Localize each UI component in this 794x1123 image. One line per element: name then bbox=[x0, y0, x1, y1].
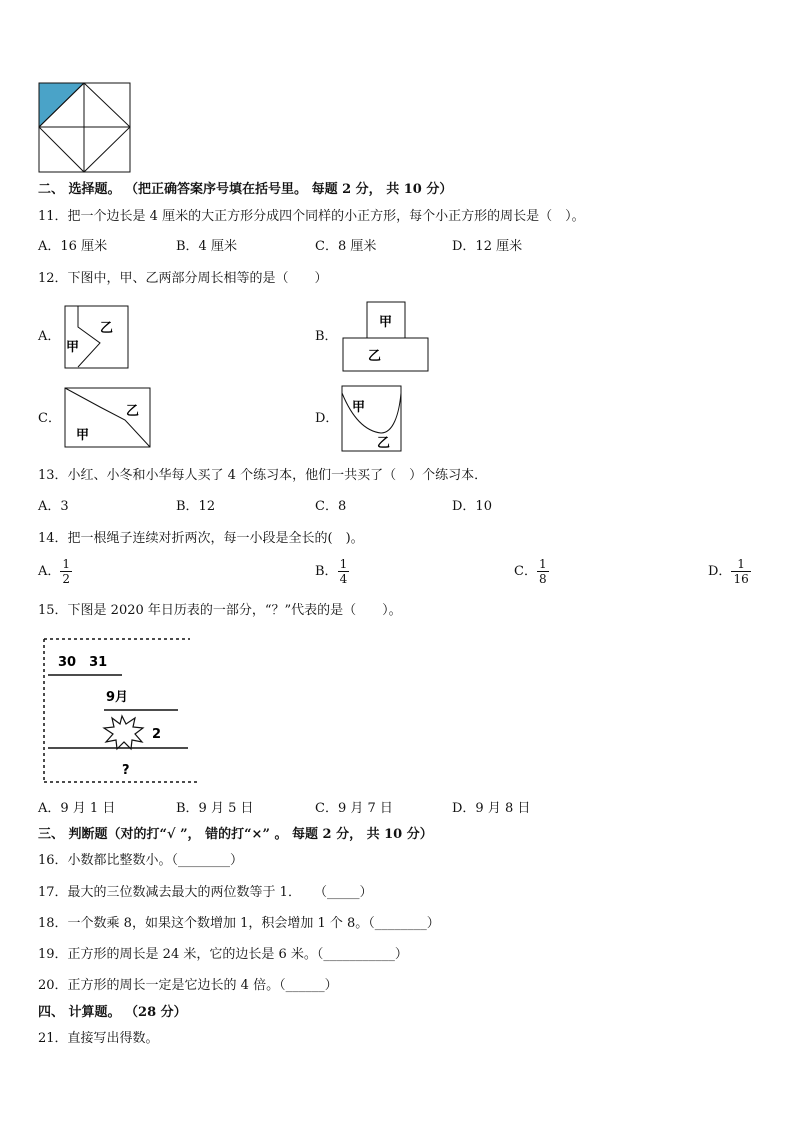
q14-b-denominator: 4 bbox=[339, 572, 348, 586]
question-18: 18．一个数乘 8，如果这个数增加 1，积会增加 1 个 8。（________） bbox=[38, 916, 440, 931]
square-diamond-figure bbox=[38, 82, 132, 174]
q14-option-b bbox=[315, 557, 349, 586]
q12-d-jia-label: 甲 bbox=[352, 400, 366, 415]
question-12: 12．下图中，甲、乙两部分周长相等的是（ ） bbox=[38, 271, 328, 286]
q12-figure-d bbox=[341, 385, 403, 453]
q13-option-a: A．3 bbox=[38, 499, 69, 514]
section-4-title: 四、 计算题。 （28 分） bbox=[38, 1005, 187, 1020]
q12-a-jia-label: 甲 bbox=[66, 340, 80, 355]
q14-c-denominator: 8 bbox=[538, 572, 547, 586]
q14-b-numerator: 1 bbox=[339, 557, 348, 571]
calendar-month: 9月 bbox=[106, 690, 129, 705]
question-11: 11．把一个边长是 4 厘米的大正方形分成四个同样的小正方形，每个小正方形的周长是（ ）。 bbox=[38, 209, 585, 224]
q14-option-c-fraction bbox=[537, 557, 549, 586]
q12-figure-c bbox=[64, 387, 152, 449]
q12-c-yi-label: 乙 bbox=[126, 404, 140, 419]
q14-option-d-fraction bbox=[731, 557, 750, 586]
q14-d-numerator: 1 bbox=[731, 557, 750, 572]
question-16: 16．小数都比整数小。（________） bbox=[38, 853, 244, 868]
q12-option-d: D． bbox=[315, 411, 339, 426]
q12-option-a: A． bbox=[38, 329, 61, 344]
q14-option-a-fraction bbox=[60, 557, 72, 586]
q15-option-c: C．9 月 7 日 bbox=[315, 801, 393, 816]
section-3-title: 三、 判断题（对的打“√ ”， 错的打“×” 。 每题 2 分， 共 10 分） bbox=[38, 827, 433, 842]
q12-a-yi-label: 乙 bbox=[100, 321, 114, 336]
q14-option-c-letter: C． bbox=[514, 564, 537, 579]
q11-option-b: B．4 厘米 bbox=[176, 239, 237, 254]
calendar-day: 2 bbox=[152, 727, 162, 742]
question-20: 20．正方形的周长一定是它边长的 4 倍。（______） bbox=[38, 978, 338, 993]
q14-option-b-letter: B． bbox=[315, 564, 338, 579]
q14-c-numerator: 1 bbox=[538, 557, 547, 571]
q14-a-denominator: 2 bbox=[62, 572, 71, 586]
q14-a-numerator: 1 bbox=[62, 557, 71, 571]
calendar-unknown: ? bbox=[122, 763, 130, 778]
q12-figure-b bbox=[342, 301, 430, 373]
q11-option-a: A．16 厘米 bbox=[38, 239, 108, 254]
q11-option-c: C．8 厘米 bbox=[315, 239, 377, 254]
q15-option-d: D．9 月 8 日 bbox=[452, 801, 531, 816]
q11-option-d: D．12 厘米 bbox=[452, 239, 523, 254]
calendar-figure bbox=[40, 638, 200, 786]
section-2-title: 二、 选择题。 （把正确答案序号填在括号里。 每题 2 分， 共 10 分） bbox=[38, 182, 453, 197]
question-13: 13．小红、小冬和小华每人买了 4 个练习本，他们一共买了（ ）个练习本． bbox=[38, 468, 488, 483]
q12-b-jia-label: 甲 bbox=[379, 315, 393, 330]
question-14: 14．把一根绳子连续对折两次，每一小段是全长的( )。 bbox=[38, 531, 364, 546]
q14-d-denominator: 16 bbox=[733, 572, 749, 586]
q12-option-c: C． bbox=[38, 411, 61, 426]
calendar-top-days: 30 31 bbox=[58, 655, 108, 670]
q14-option-d bbox=[708, 557, 751, 586]
q12-figure-a bbox=[64, 305, 130, 369]
q14-option-b-fraction bbox=[338, 557, 350, 586]
question-19: 19．正方形的周长是 24 米，它的边长是 6 米。（___________） bbox=[38, 947, 408, 962]
q13-option-d: D．10 bbox=[452, 499, 492, 514]
question-21: 21．直接写出得数。 bbox=[38, 1031, 159, 1046]
q12-d-yi-label: 乙 bbox=[377, 436, 391, 451]
q12-option-b: B． bbox=[315, 329, 338, 344]
question-15: 15．下图是 2020 年日历表的一部分，“？”代表的是（ ）。 bbox=[38, 603, 402, 618]
q12-b-yi-label: 乙 bbox=[368, 349, 382, 364]
q15-option-b: B．9 月 5 日 bbox=[176, 801, 254, 816]
q13-option-b: B．12 bbox=[176, 499, 216, 514]
q12-c-jia-label: 甲 bbox=[76, 428, 90, 443]
q14-option-a-letter: A． bbox=[38, 564, 61, 579]
question-17: 17．最大的三位数减去最大的两位数等于 1． （_____） bbox=[38, 885, 373, 900]
starburst-icon bbox=[104, 716, 143, 749]
q15-option-a: A．9 月 1 日 bbox=[38, 801, 116, 816]
q14-option-d-letter: D． bbox=[708, 564, 732, 579]
q14-option-c bbox=[514, 557, 549, 586]
q13-option-c: C．8 bbox=[315, 499, 347, 514]
q14-option-a bbox=[38, 557, 72, 586]
